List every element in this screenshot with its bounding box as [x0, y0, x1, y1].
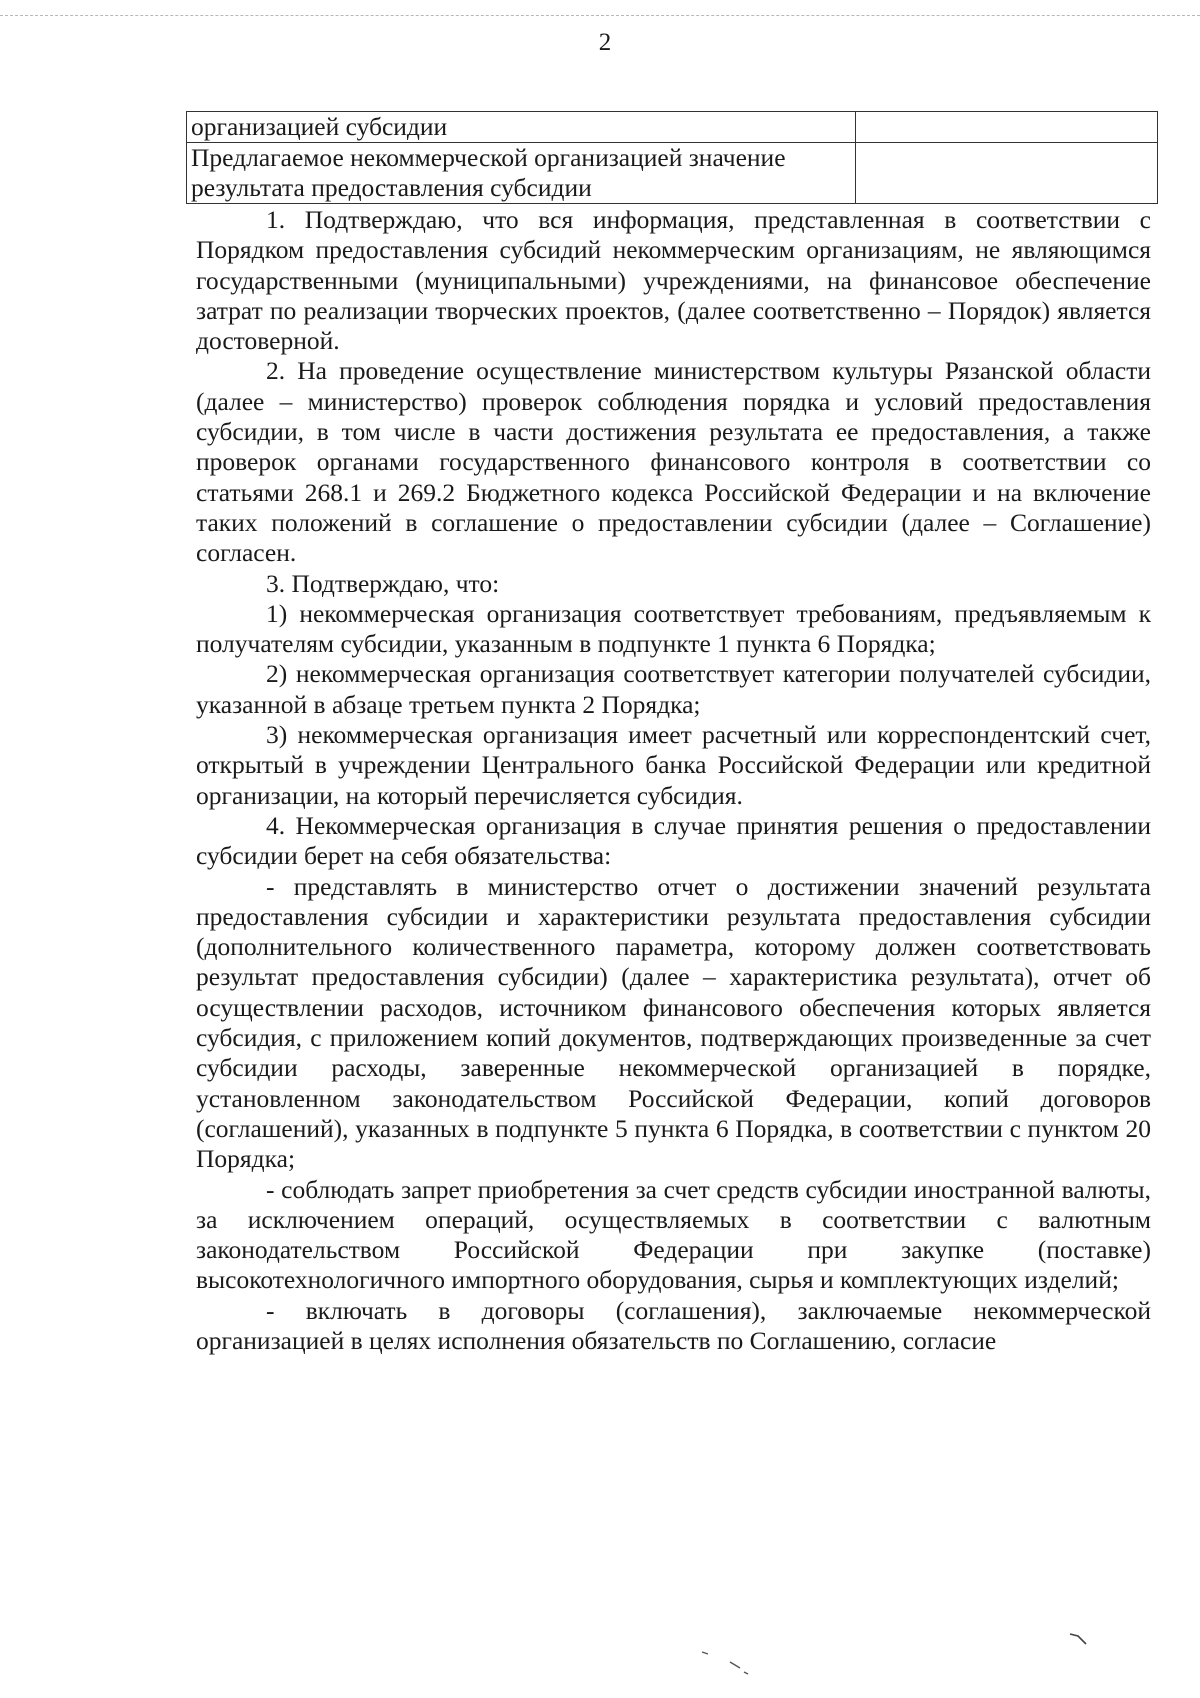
- table-cell-label: организацией субсидии: [187, 112, 856, 143]
- page-number: 2: [598, 29, 612, 56]
- table-row: [187, 112, 1158, 143]
- table-cell-value: [856, 112, 1158, 143]
- document-body: [196, 205, 1151, 1356]
- paragraph-4: 4. Некоммерческая организация в случае принятия решения о предоставлении субсидии берет на себя обязательства:: [196, 810, 1151, 871]
- requirements-table: [186, 111, 1158, 204]
- paragraph-4-obligation-3: - включать в договоры (соглашения), заключаемые некоммерческой организацией в целях исполнения обязательств по Соглашению, согласие: [196, 1295, 1151, 1355]
- paragraph-4-obligation-1: - представлять в министерство отчет о достижении значений результата предоставления субсидии и характеристики результата предоставления субсидии (дополнительного количественного параметра, которому должен соответствовать результат предоставления субсидии) (далее – характеристика результата), отчет об осуществлении расходов, источником финансового обеспечения которых является субсидия, с приложением копий документов, подтверждающих произведенные за счет субсидии расходы, заверенные некоммерческой организацией в порядке, установленном законодательством Российской Федерации, копий договоров (соглашений), указанных в подпункте 5 пункта 6 Порядка, в соответствии с пунктом 20 Порядка;: [196, 871, 1151, 1174]
- scan-artifact: [700, 1648, 760, 1678]
- scan-top-edge: [0, 15, 1200, 16]
- paragraph-3: 3. Подтверждаю, что:: [266, 568, 500, 598]
- paragraph-3-item-1: 1) некоммерческая организация соответствует требованиям, предъявляемым к получателям субсидии, указанным в подпункте 1 пункта 6 Порядка;: [196, 598, 1151, 659]
- paragraph-3-item-3: 3) некоммерческая организация имеет расчетный или корреспондентский счет, открытый в учреждении Центрального банка Российской Федерации или кредитной организации, на который перечисляется субсидия.: [196, 720, 1151, 810]
- scan-artifact: [1068, 1630, 1098, 1650]
- table-row: [187, 143, 1158, 204]
- paragraph-4-obligation-2: - соблюдать запрет приобретения за счет средств субсидии иностранной валюты, за исключением операций, осуществляемых в соответствии с валютным законодательством Российской Федерации при закупке (поставке) высокотехнологичного импортного оборудования, сырья и комплектующих изделий;: [196, 1174, 1151, 1295]
- paragraph-3-item-2: 2) некоммерческая организация соответствует категории получателей субсидии, указанной в абзаце третьем пункта 2 Порядка;: [196, 659, 1151, 719]
- table-cell-value: [856, 143, 1158, 204]
- paragraph-2: 2. На проведение осуществление министерством культуры Рязанской области (далее – министерство) проверок соблюдения порядка и условий предоставления субсидии, в том числе в части достижения результата ее предоставления, а также проверок органами государственного финансового контроля в соответствии со статьями 268.1 и 269.2 Бюджетного кодекса Российской Федерации и на включение таких положений в соглашение о предоставлении субсидии (далее – Соглашение) согласен.: [196, 356, 1151, 568]
- paragraph-1: 1. Подтверждаю, что вся информация, представленная в соответствии с Порядком предоставления субсидий некоммерческим организациям, не являющимся государственными (муниципальными) учреждениями, на финансовое обеспечение затрат по реализации творческих проектов, (далее соответственно – Порядок) является достоверной.: [196, 205, 1151, 356]
- table-cell-label: Предлагаемое некоммерческой организацией значение результата предоставления субсидии: [187, 143, 856, 204]
